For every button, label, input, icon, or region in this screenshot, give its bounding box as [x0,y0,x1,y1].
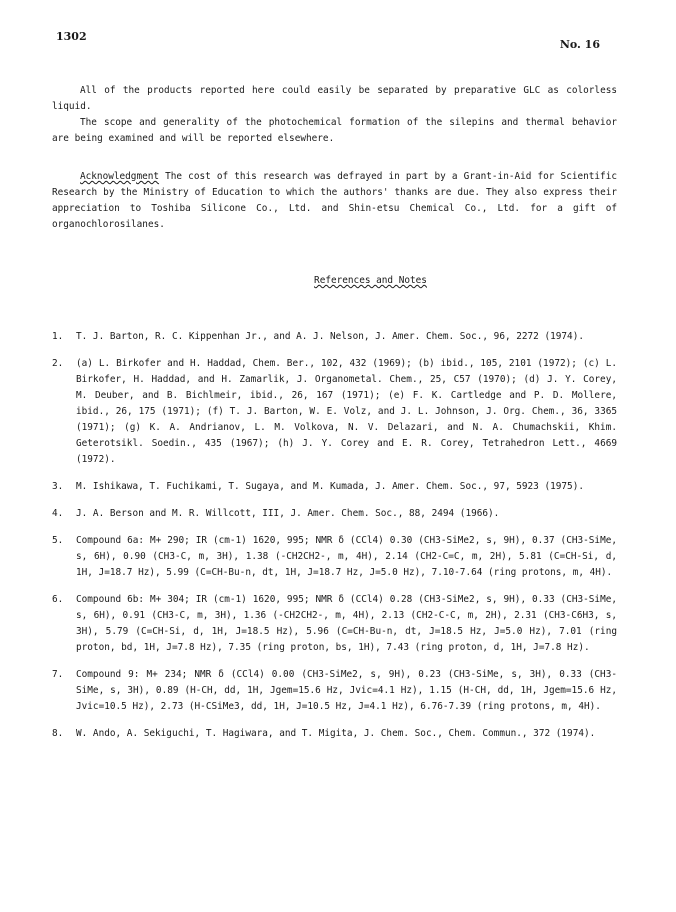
acknowledgment [52,169,617,233]
reference-item: 3. M. Ishikawa, T. Fuchikami, T. Sugaya, and M. Kumada, J. Amer. Chem. Soc., 97, 5923 (1975). [52,481,584,492]
reference-item: 7. Compound 9: M+ 234; NMR δ (CCl4) 0.00 (CH3-SiMe2, s, 9H), 0.23 (CH3-SiMe, s, 3H), 0.33 (CH3-SiMe, s, 3H), 0.89 (H-CH, dd, 1H, Jgem=15.6 Hz, Jvic=4.1 Hz), 1.15 (H-CH, dd, 1H, Jgem=15.6 Hz, Jvic=10.5 Hz), 2.73 (H-CSiMe3, dd, 1H, J=10.5 Hz, J=4.1 Hz), 6.76-7.39 (ring protons, m, 4H). [52,669,617,712]
page-number: 1302 [56,30,87,43]
paragraph-products: All of the products reported here could easily be separated by preparative GLC as colorless liquid. [52,85,617,112]
reference-item: 2. (a) L. Birkofer and H. Haddad, Chem. Ber., 102, 432 (1969); (b) ibid., 105, 2101 (1972); (c) L. Birkofer, H. Haddad, and H. Zamarlik, J. Organometal. Chem., 25, C57 (1970); (d) J. Y. Corey, M. Deuber, and B. Bichlmeir, ibid., 26, 167 (1971); (e) F. K. Cartledge and P. D. Mollere, ibid., 26, 175 (1971); (f) T. J. Barton, W. E. Volz, and J. L. Johnson, J. Org. Chem., 36, 3365 (1971); (g) K. A. Andrianov, L. M. Volkova, N. V. Delazari, and N. A. Chumachskii, Khim. Geterotsikl. Soedin., 435 (1967); (h) J. Y. Corey and E. R. Corey, Tetrahedron Lett., 4669 (1972). [52,358,617,465]
acknowledgment-heading: Acknowledgment [80,171,160,182]
article-body [52,83,617,753]
paragraph-scope: The scope and generality of the photochemical formation of the silepins and thermal behavior are being examined and will be reported elsewhere. [52,117,617,144]
reference-item: 5. Compound 6a: M+ 290; IR (cm-1) 1620, 995; NMR δ (CCl4) 0.30 (CH3-SiMe2, s, 9H), 0.37 (CH3-SiMe, s, 6H), 0.90 (CH3-C, m, 3H), 1.38 (-CH2CH2-, m, 4H), 2.14 (CH2-C=C, m, 2H), 5.81 (C=CH-Si, d, 1H, J=18.7 Hz), 5.99 (C=CH-Bu-n, dt, 1H, J=18.7 Hz, J=5.0 Hz), 7.10-7.64 (ring protons, m, 4H). [52,535,617,578]
reference-item: 4. J. A. Berson and M. R. Willcott, III, J. Amer. Chem. Soc., 88, 2494 (1966). [52,508,500,519]
reference-item: 8. W. Ando, A. Sekiguchi, T. Hagiwara, and T. Migita, J. Chem. Soc., Chem. Commun., 372 (1974). [52,728,596,739]
references-title: References and Notes [314,275,427,286]
reference-item: 6. Compound 6b: M+ 304; IR (cm-1) 1620, 995; NMR δ (CCl4) 0.28 (CH3-SiMe2, s, 9H), 0.33 (CH3-SiMe, s, 6H), 0.91 (CH3-C, m, 3H), 1.36 (-CH2CH2-, m, 4H), 2.13 (CH2-C-C, m, 2H), 2.31 (CH3-C6H3, s, 3H), 5.79 (C=CH-Si, d, 1H, J=18.5 Hz), 5.96 (C=CH-Bu-n, dt, J=18.5 Hz, J=5.0 Hz), 7.01 (ring proton, bd, 1H, J=7.8 Hz), 7.35 (ring proton, bs, 1H), 7.43 (ring proton, d, 1H, J=7.8 Hz). [52,594,617,653]
references-list [52,329,617,742]
acknowledgment-text: The cost of this research was defrayed in part by a Grant-in-Aid for Scientific Research by the Ministry of Education to which the authors' thanks are due. They also express their appreciation to Toshiba Silicone Co., Ltd. and Shin-etsu Chemical Co., Ltd. for a gift of organochlorosilanes. [52,171,617,230]
issue-number: No. 16 [559,38,600,51]
reference-item: 1. T. J. Barton, R. C. Kippenhan Jr., and A. J. Nelson, J. Amer. Chem. Soc., 96, 2272 (1974). [52,331,584,342]
